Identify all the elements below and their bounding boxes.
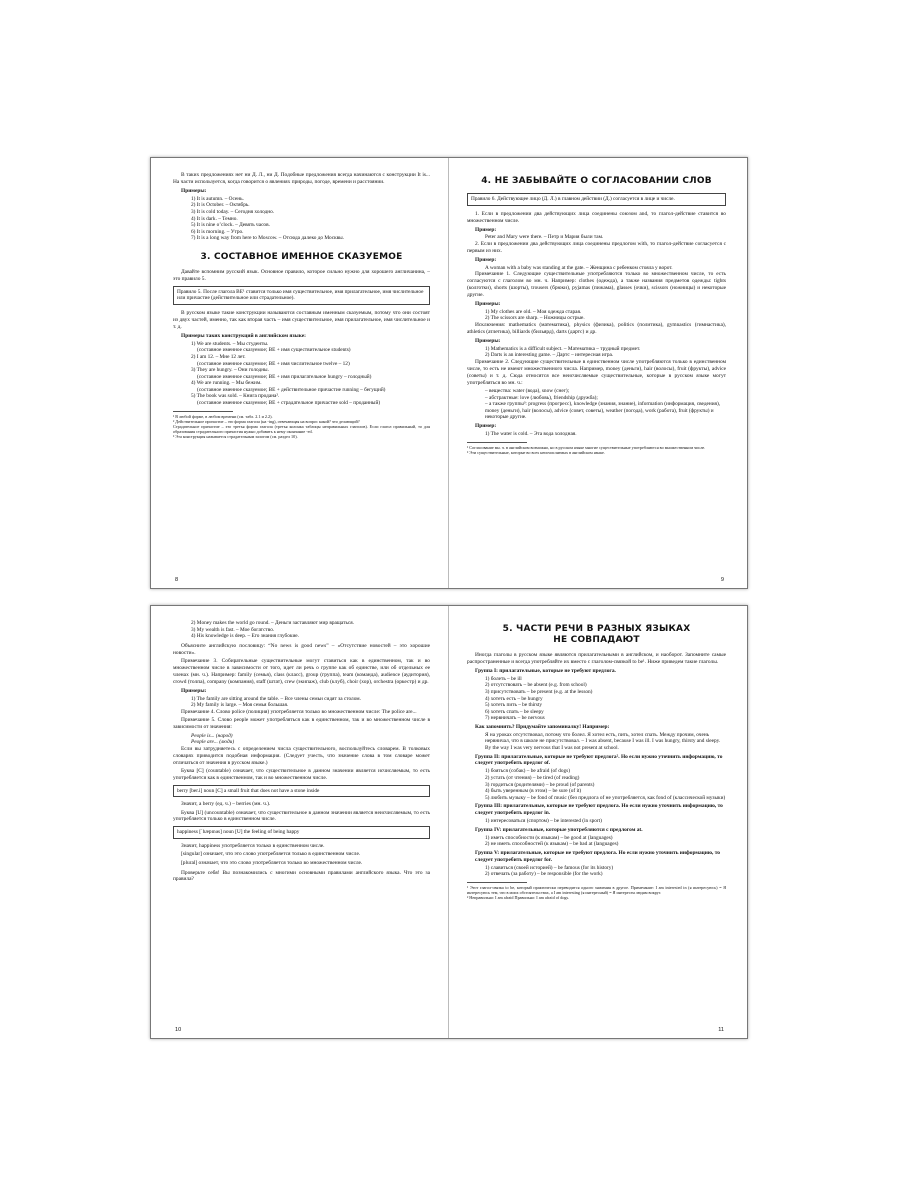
paragraph: В русском языке такие конструкции называются составным именным сказуемым, потому что они состоят из двух частей, именно, так как вторая часть – имя существительное, имя прилагательное, имя числительное и т. д. — [173, 310, 430, 330]
list-item: 2) не иметь способностей (к языкам) – be bad at (languages) — [485, 841, 619, 848]
footnote-divider — [467, 882, 527, 883]
section-intro: Давайте вспомним русский язык. Основное правило, которое сильно нужно для хорошего англичанина, – это правило 5. — [173, 268, 430, 282]
example-item: 5) The book was sold. – Книга продана². — [191, 393, 280, 400]
dictionary-entry-box: berry [ber.i] noun [C] a small fruit that does not have a stone inside — [173, 785, 430, 797]
list-item: 4) быть уверенным (в этом) – be sure (of it) — [485, 788, 582, 795]
example-item: 7) It is a long way from here to Moscow. – Отсюда далеко до Москвы. — [191, 235, 345, 242]
group-header: Группа I: прилагательные, которые не требуют предлога. — [475, 667, 616, 674]
group-header: Группа V: прилагательные, которые не требуют предлога. Но если нужно уточнить информацию, то следует употребить предлог for. — [475, 849, 720, 863]
section-title: 3. СОСТАВНОЕ ИМЕННОЕ СКАЗУЕМОЕ — [200, 251, 403, 262]
list-item: 3) присутствовать – be present (e.g. at the lesson) — [485, 688, 593, 695]
list-item: 1) славиться (своей историей) – be famous (for its history) — [485, 864, 614, 871]
list-item: – вещества: water (вода), snow (снег); — [485, 388, 570, 395]
group-header: Группа II: прилагательные, которые не требуют предлога². Но если нужно уточнить информацию, то следует употребить предлог of. — [475, 753, 723, 767]
example-item: 2) It is October. – Октябрь. — [191, 202, 250, 209]
group-header: Группа IV: прилагательные, которые употребляются с предлогом at. — [475, 826, 643, 833]
list-item: 1) болеть – be ill — [485, 675, 522, 682]
example-item: 4) We are running. – Мы бежим. — [191, 380, 262, 387]
examples-header: Примеры: — [181, 687, 207, 694]
note-paragraph: Примечание 1. Следующие существительные употребляются только во множественном числе, то есть согласуются с глаголом во мн. ч. Например: clothes (одежда), а также названия предметов одежды: tights (колготки), shorts (шорты), trousers (брюки), pyjamas (пижама), glasses (очки), scissors (ножницы) и некоторые другие. — [467, 271, 726, 299]
footnote: ¹ В любой форме, в любом времени (см. табл. 2.1 и 2.2). — [173, 413, 273, 419]
paragraph: [plural] означает, что это слово употребляется только во множественном числе. — [181, 859, 363, 866]
list-item: 2) отвечать (за работу) – be responsible (for the work) — [485, 871, 603, 878]
page-11 — [449, 606, 746, 1038]
example-item: People are... (люди) — [191, 739, 235, 746]
example-item: Peter and Mary were there. – Петр и Мария были там. — [485, 234, 604, 241]
footnote: ² Действительное причастие – это форма глагола (на -ing), отвечающая на вопрос какой? что делающий? — [173, 418, 360, 424]
footnote-divider — [173, 411, 233, 412]
paragraph: Буква [C] (countable) означает, что существительное в данном значении является исчисляемым, то есть употребляется как в единственном, так и во множественном числе. — [173, 767, 430, 781]
section-title: 5. ЧАСТИ РЕЧИ В РАЗНЫХ ЯЗЫКАХ НЕ СОВПАДАЮТ — [502, 624, 691, 645]
page-number: 11 — [718, 1027, 724, 1033]
example-item: 2) The scissors are sharp. – Ножницы острые. — [485, 315, 585, 322]
paragraph: Значит, a berry (ед. ч.) – berries (мн. ч.). — [181, 801, 271, 808]
list-item: 5) любить музыку – be fond of music (без предлога of не употребляется, как fond of (классической музыки) — [485, 794, 726, 801]
example-note: (составное именное сказуемое; BE + имя прилагательное hungry – голодный) — [197, 373, 372, 380]
examples-header: Примеры: — [475, 337, 501, 344]
list-item: – абстрактные: love (любовь), friendship (дружба); — [485, 394, 598, 401]
example-header: Пример: — [475, 256, 497, 263]
examples-header: Примеры: — [181, 187, 207, 194]
footnote: ¹ Этот глагол-связка to be, который практически переводится одного значения в другое. Примечание: I am interested in (я интересуюсь) = Я интересуюсь тем, что в моих обстоятельствах, а I am interesting (я интересный) = Я интересен людям вокруг. — [467, 884, 726, 896]
footnote: ³ Эти существительные, которые во всех неисчисляемых в английском языке. — [467, 449, 605, 455]
footnote-divider — [467, 442, 527, 443]
intro-paragraph: Иногда глаголы в русском языке являются прилагательными в английском, и наоборот. Запомните самые распространенные и всегда употребляйте их вместо с глаголом-связкой to be¹. Ниже приведем такие глаголы. — [467, 652, 726, 665]
list-item: 3) гордиться (родителями) – be proud (of parents) — [485, 781, 595, 788]
paragraph: 2. Если в предложении два действующих лица соединены предлогом with, то глагол-действие согласуется с первым из них. — [467, 241, 726, 254]
example-item: 2) My family is large. – Моя семья большая. — [191, 702, 289, 709]
question-paragraph: Объясните английскую пословицу: “No news is good news” – «Отсутствие новостей – это хорошие новости». — [173, 642, 430, 656]
mnemonic-text: Я на уроках отсутствовал, потому что болел. Я хотел есть, пить, хотел спать. Между прочим, очень нервничал, что в школе не присутствовал. – I was absent, because I was ill. I was hungry, thirsty and sleepy. By the way I was very nervous that I was not present at school. — [485, 731, 721, 751]
page-8 — [151, 158, 449, 588]
paragraph: [singular] означает, что это слово употребляется только в единственном числе. — [181, 851, 361, 858]
list-item: 1) бояться (собак) – be afraid (of dogs) — [485, 768, 570, 775]
rule-box: Правило 5. После глагола BE¹ ставится только имя существительное, имя прилагательное, имя числительное или причастие (действительное или страдательное). — [173, 286, 430, 305]
example-item: 3) It is cold today. – Сегодня холодно. — [191, 208, 275, 215]
examples-list — [173, 341, 430, 407]
note-paragraph: Примечание 3. Собирательные существительные могут ставиться как в единственном, так и во множественном числе в зависимости от того, идет ли речь о группе как об единстве, или об отдельных ее членах (мн. ч.). Например: family (семья), class (класс), group (группа), team (команда), audience (аудитория), crowd (толпа), company (компания), staff (штат), crew (экипаж), club (клуб), choir (хор), orchestra (оркестр) и др. — [173, 658, 430, 685]
book-spread-top — [150, 157, 748, 589]
list-item: 6) хотеть спать – be sleepy — [485, 708, 544, 715]
example-note: (составное именное сказуемое; BE + страдательное причастие sold – проданный) — [197, 400, 381, 407]
example-item: 6) It is morning. – Утро. — [191, 228, 244, 235]
example-note: (составное именное сказуемое; BE + имя существительное students) — [197, 347, 351, 354]
exceptions-paragraph: Исключения: mathematics (математика), physics (физика), politics (политика), gymnastics (гимнастика), athletics (атлетика), billiards (бильярд), darts (дартс) и др. — [467, 322, 726, 335]
note-paragraph: Примечание 2. Следующие существительные в единственном числе употребляются только в единственном числе, то есть не имеют множественного числа. Например, money (деньги), hair (волосы), fruit (фрукты), advice (советы) и т. д. Сюда относятся все неисчисляемые существительные, которые в русском языке могут употребляться во мн. ч.: — [467, 358, 726, 386]
list-item: 2) отсутствовать – be absent (e.g. from school) — [485, 682, 587, 689]
examples-header: Примеры: — [475, 300, 501, 307]
example-item: 1) The family are sitting around the table. – Все члены семьи сидят за столом. — [191, 695, 361, 702]
example-item: 4) It is dark. – Темно. — [191, 215, 238, 222]
list-item: 5) хотеть пить – be thirsty — [485, 702, 543, 709]
example-header: Пример: — [475, 423, 497, 430]
example-header: Пример: — [475, 226, 497, 233]
example-item: 2) I am 12. – Мне 12 лет. — [191, 353, 246, 360]
example-item: 3) My wealth is fast. – Мое богатство. — [191, 626, 275, 633]
example-item: 2) Darts is an interesting game. – Дартс – интересная игра. — [485, 352, 614, 359]
example-item: 3) They are hungry. – Они голодны. — [191, 367, 269, 374]
example-item: 5) It is nine o’clock. – Девять часов. — [191, 222, 270, 229]
list-item: 1) иметь способности (к языкам) – be good at (languages) — [485, 834, 613, 841]
group-header: Группа III: прилагательные, которые не требуют предлога. Но если нужно уточнить информацию, то следует употребить предлог in. — [475, 803, 723, 817]
question-paragraph: Проверьте себя! Вы познакомились с многими основными правилами английского языка. Что это за правила? — [173, 869, 430, 883]
list-item: – а также группы³: progress (прогресс), knowledge (знания, знание), information (информация, сведения), money (деньги), hair (волосы), advice (совет, советы), weather (погода), work (работа), fruit (фрукты) и некоторые другие. — [485, 401, 721, 421]
page-number: 9 — [720, 577, 724, 583]
list-item: 2) устать (от чтения) – be tired (of reading) — [485, 774, 580, 781]
footnote: ³ Эта конструкция называется страдательным залогом (см. раздел 10). — [173, 434, 298, 440]
page-9 — [449, 158, 746, 588]
footnote: Страдательное причастие – это третья форма глагола (третья колонка таблицы неправильных глаголов). Если глагол правильный, то для образования страдательного причастия нужно добавить к нему окончание -ed. — [173, 424, 430, 435]
page-number: 8 — [175, 577, 179, 583]
example-item: 2) Money makes the world go round. – Деньги заставляют мир вращаться. — [191, 620, 354, 626]
rule-box: Правило 6. Действующее лицо (Д. Л.) в главном действии (Д.) согласуется в лице и числе. — [467, 193, 726, 206]
example-item: 1) My clothes are old. – Моя одежда старая. — [485, 308, 582, 315]
note-paragraph: Примечание 5. Слово people может употребляться как в единственном, так и во множественном числе в зависимости от значения: — [173, 717, 430, 731]
example-item: 1) We are students. – Мы студенты. — [191, 340, 269, 347]
page-10 — [151, 606, 449, 1038]
example-item: 4) His knowledge is deep. – Его знания глубокие. — [191, 633, 299, 640]
example-note: (составное именное сказуемое; BE + имя числительное twelve – 12) — [197, 360, 350, 367]
list-item: 4) хотеть есть – be hungry — [485, 695, 543, 702]
example-item: 1) Mathematics is a difficult subject. – Математика – трудный предмет. — [485, 345, 641, 352]
example-item: People is... (народ) — [191, 732, 233, 739]
list-item: 1) интересоваться (спортом) – be interested (in sport) — [485, 818, 602, 825]
question-header: Как запомнить? Придумайте запоминалку! Например: — [475, 723, 610, 730]
dictionary-entry-box: happiness [ˈhæpɪnəs] noun [U] the feeling of being happy — [173, 826, 430, 838]
section-title: 4. НЕ ЗАБЫВАЙТЕ О СОГЛАСОВАНИИ СЛОВ — [481, 176, 712, 186]
footnote: ² Неправильно: I am afraid Правильно: I am afraid of dogs. — [467, 895, 570, 901]
example-note: (составное именное сказуемое; BE + действительное причастие running – бегущий) — [197, 386, 386, 393]
footnote: ¹ Согласование мн. ч. в английском возможно, но в русском языке многие существительные употребляются во множественном числе. — [467, 444, 706, 450]
examples-list — [173, 196, 430, 242]
example-item: 1) The water is cold. – Эта вода холодная. — [485, 430, 577, 437]
intro-paragraph: В таких предложениях нет ни Д. Л., ни Д. Подобные предложения всегда начинаются с конструкции It is... На части используется, когда говорится о явлениях природы, погоде, времени и расстоянии. — [173, 172, 430, 185]
paragraph: Буква [U] (uncountable) означает, что существительное в данном значении является неисчисляемым, то есть употребляется только в единственном числе. — [173, 809, 430, 823]
page-number: 10 — [175, 1027, 182, 1033]
list-item: 7) нервничать – be nervous — [485, 715, 545, 722]
book-spread-bottom — [150, 605, 748, 1039]
note-paragraph: Примечание 4. Слово police (полиция) употребляется только во множественном числе: The police are... — [181, 708, 417, 715]
example-item: A woman with a baby was standing at the gate. – Женщина с ребенком стояла у ворот. — [485, 264, 673, 271]
examples-header: Примеры таких конструкций в английском языке: — [181, 332, 306, 339]
paragraph: Значит, happiness употребляется только в единственном числе. — [181, 842, 325, 849]
example-item: 1) It is autumn. – Осень. — [191, 195, 244, 202]
paragraph: 1. Если в предложении два действующих лица соединены союзом and, то глагол-действие ставится во множественном числе. — [467, 210, 726, 224]
paragraph: Если вы затрудняетесь с определением числа существительного, воспользуйтесь словарем. В толковых словарях приводится подобная информация. (Следует учесть, что значение слова в том словаре может отличаться от значения в русском языке.) — [173, 745, 430, 766]
